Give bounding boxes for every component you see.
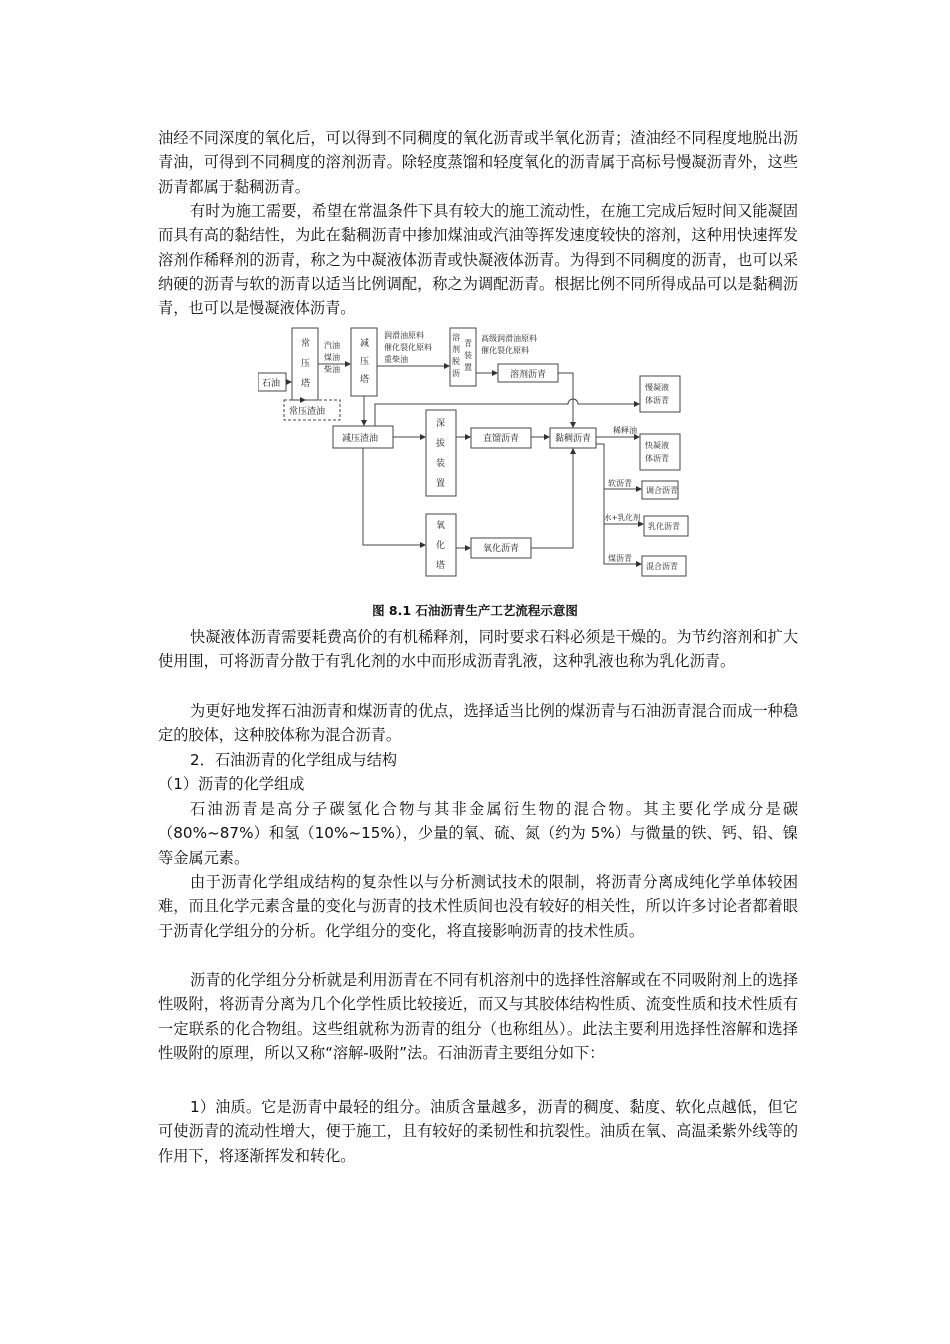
label-diluent: 稀释油 xyxy=(613,426,637,435)
oxid-tower-char-2: 化 xyxy=(436,541,446,551)
label-water-emulsifier: 水+乳化剂 xyxy=(604,513,641,522)
atm-tower-char-2: 压 xyxy=(301,359,311,369)
deep-unit-char-3: 装 xyxy=(436,459,446,469)
node-solvent-asphalt: 溶剂沥青 xyxy=(510,370,547,380)
label-fcc-feed-2: 催化裂化原料 xyxy=(481,346,529,355)
node-viscous-asphalt: 黏稠沥青 xyxy=(555,434,592,444)
deep-unit-char-2: 拔 xyxy=(436,439,446,449)
section-heading: 2．石油沥青的化学组成与结构 xyxy=(190,751,398,769)
oxid-tower-char-1: 氧 xyxy=(436,521,446,531)
paragraph-6: 由于沥青化学组成结构的复杂性以与分析测试技术的限制，将沥青分离成纯化学单体较困难，而且化学元素含量的变化与沥青的技术性质间也没有较好的相关性，所以许多讨论者都着眼于沥青化学组分的分析。化学组分的变化，将直接影响沥青的技术性质。 xyxy=(158,873,798,940)
figure-caption: 图 8.1 石油沥青生产工艺流程示意图 xyxy=(372,603,578,618)
subsection-heading: （1）沥青的化学组成 xyxy=(158,775,305,793)
paragraph-3: 快凝液体沥青需要耗费高价的有机稀释剂，同时要求石料必须是干燥的。为节约溶剂和扩大使用围，可将沥青分散于有乳化剂的水中而形成沥青乳液，这种乳液也称为乳化沥青。 xyxy=(158,628,798,671)
paragraph-1: 油经不同深度的氧化后，可以得到不同稠度的氧化沥青或半氧化沥青；渣油经不同程度地脱出沥青油，可得到不同稠度的溶剂沥青。除轻度蒸馏和轻度氧化的沥青属于高标号慢凝沥青外，这些沥青都属于黏稠沥青。 xyxy=(158,129,798,196)
node-mixed-asphalt: 混合沥青 xyxy=(646,562,678,571)
paragraph-4: 为更好地发挥石油沥青和煤沥青的优点，选择适当比例的煤沥青与石油沥青混合而成一种稳定的胶体，这种胶体称为混合沥青。 xyxy=(158,702,798,745)
fast-liquid-line-2: 体沥青 xyxy=(645,454,669,463)
asphalt-process-flow-diagram xyxy=(258,326,698,582)
label-premium-lube: 高级润滑油原料 xyxy=(481,334,537,343)
label-kerosene: 煤油 xyxy=(324,353,340,362)
label-lube-feed: 润滑油原料 xyxy=(384,331,424,340)
deasphalt-unit-char-1: 青 xyxy=(464,339,472,348)
deep-unit-char-4: 置 xyxy=(436,479,446,489)
node-blend-asphalt: 调合沥青 xyxy=(646,486,678,495)
label-heavy-diesel: 重柴油 xyxy=(384,355,408,364)
vac-tower-char-2: 压 xyxy=(360,357,370,367)
node-vac-residue: 减压渣油 xyxy=(342,434,379,444)
deasphalt-char-2: 剂 xyxy=(452,345,460,354)
node-emulsified-asphalt: 乳化沥青 xyxy=(648,522,680,531)
paragraph-7: 沥青的化学组分分析就是利用沥青在不同有机溶剂中的选择性溶解或在不同吸附剂上的选择性吸附，将沥青分离为几个化学性质比较接近，而又与其胶体结构性质、流变性质和技术性质有一定联系的化合物组。这些组就称为沥青的组分（也称组丛）。此法主要利用选择性溶解和选择性吸附的原理，所以又称“溶解-吸附”法。石油沥青主要组分如下： xyxy=(158,971,798,1062)
node-oxid-asphalt: 氧化沥青 xyxy=(483,544,520,554)
slow-liquid-line-1: 慢凝液 xyxy=(645,383,669,392)
node-atm-residue: 常压渣油 xyxy=(289,407,326,417)
node-crude: 石油 xyxy=(262,379,281,389)
atm-tower-char-3: 塔 xyxy=(301,379,311,389)
deasphalt-char-4: 沥 xyxy=(452,369,460,378)
atm-tower-char-1: 常 xyxy=(301,339,311,349)
deasphalt-char-1: 溶 xyxy=(452,333,460,342)
paragraph-2: 有时为施工需要，希望在常温条件下具有较大的施工流动性，在施工完成后短时间又能凝固而具有高的黏结性，为此在黏稠沥青中掺加煤油或汽油等挥发速度较快的溶剂，这种用快速挥发溶剂作稀释剂的沥青，称之为中凝液体沥青或快凝液体沥青。为得到不同稠度的沥青，也可以采纳硬的沥青与软的沥青以适当比例调配，称之为调配沥青。根据比例不同所得成品可以是黏稠沥青，也可以是慢凝液体沥青。 xyxy=(158,202,798,318)
oxid-tower-char-3: 塔 xyxy=(436,561,446,571)
slow-liquid-line-2: 体沥青 xyxy=(645,396,669,405)
paragraph-8: 1）油质。它是沥青中最轻的组分。油质含量越多，沥青的稠度、黏度、软化点越低，但它可使沥青的流动性增大，便于施工，且有较好的柔韧性和抗裂性。油质在氧、高温柔紫外线等的作用下，将逐渐挥发和转化。 xyxy=(158,1098,798,1165)
label-coal-tar: 煤沥青 xyxy=(608,554,632,563)
label-fcc-feed: 催化裂化原料 xyxy=(384,343,432,352)
label-diesel: 柴油 xyxy=(324,365,340,374)
paragraph-5: 石油沥青是高分子碳氢化合物与其非金属衍生物的混合物。其主要化学成分是碳（80%~87%）和氢（10%~15%），少量的氧、硫、氮（约为 5%）与微量的铁、钙、铅、镍等金属元素。 xyxy=(158,800,798,867)
label-soft-asphalt: 软沥青 xyxy=(608,479,632,488)
deasphalt-unit-char-2: 装 xyxy=(464,351,472,360)
deep-unit-char-1: 深 xyxy=(436,419,446,429)
deasphalt-unit-char-3: 置 xyxy=(464,363,472,372)
node-straight-asphalt: 直馏沥青 xyxy=(483,434,520,444)
label-gasoline: 汽油 xyxy=(324,341,340,350)
vac-tower-char-1: 减 xyxy=(360,339,370,349)
vac-tower-char-3: 塔 xyxy=(360,375,370,385)
fast-liquid-line-1: 快凝液 xyxy=(645,441,669,450)
deasphalt-char-3: 脱 xyxy=(452,357,460,366)
